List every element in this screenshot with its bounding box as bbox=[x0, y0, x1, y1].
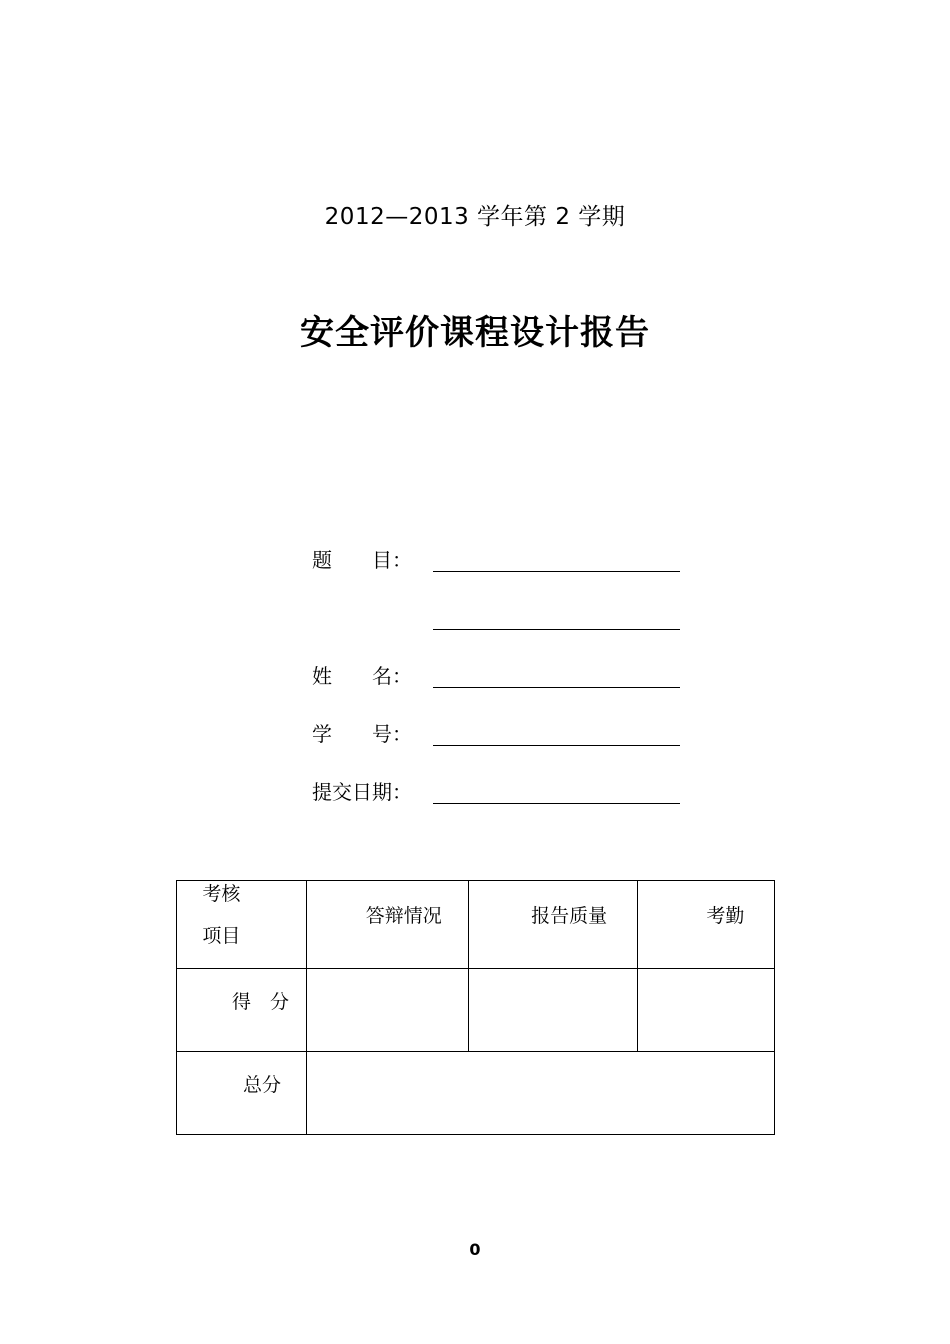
total-row bbox=[177, 1052, 775, 1135]
topic-label: 题 目： bbox=[312, 548, 412, 572]
name-label: 姓 名： bbox=[312, 664, 412, 688]
score-label-cell bbox=[177, 969, 307, 1052]
topic-input-line-2[interactable] bbox=[433, 629, 680, 630]
table-header-row bbox=[177, 881, 775, 969]
total-label-cell bbox=[177, 1052, 307, 1135]
student-id-input-line[interactable] bbox=[433, 745, 680, 746]
topic-field-second-line bbox=[312, 602, 682, 632]
attendance-header-cell bbox=[638, 881, 775, 969]
report-title: 安全评价课程设计报告 bbox=[300, 313, 650, 353]
defense-score-cell[interactable] bbox=[306, 969, 468, 1052]
item-header-line2: 项目 bbox=[202, 925, 241, 947]
total-score-cell[interactable] bbox=[306, 1052, 774, 1135]
score-row bbox=[177, 969, 775, 1052]
score-table bbox=[176, 880, 775, 1135]
name-input-line[interactable] bbox=[433, 687, 680, 688]
report-quality-score-cell[interactable] bbox=[469, 969, 638, 1052]
report-quality-header: 报告质量 bbox=[531, 905, 608, 927]
submit-date-input-line[interactable] bbox=[433, 803, 680, 804]
report-quality-header-cell bbox=[469, 881, 638, 969]
score-row-label: 得 分 bbox=[232, 991, 290, 1013]
attendance-header: 考勤 bbox=[706, 905, 745, 927]
item-header-line1: 考核 bbox=[202, 883, 241, 905]
topic-field bbox=[312, 544, 682, 574]
defense-header: 答辩情况 bbox=[365, 905, 442, 927]
attendance-score-cell[interactable] bbox=[638, 969, 775, 1052]
student-id-label: 学 号： bbox=[312, 722, 412, 746]
submit-date-label: 提交日期： bbox=[312, 780, 412, 804]
submit-date-field bbox=[312, 776, 682, 806]
student-id-field bbox=[312, 718, 682, 748]
topic-input-line[interactable] bbox=[433, 571, 680, 572]
page-number: 0 bbox=[469, 1240, 481, 1259]
defense-header-cell bbox=[306, 881, 468, 969]
total-row-label: 总分 bbox=[243, 1074, 282, 1096]
semester-heading: 2012—2013 学年第 2 学期 bbox=[324, 204, 626, 230]
item-header-cell bbox=[177, 881, 307, 969]
name-field bbox=[312, 660, 682, 690]
